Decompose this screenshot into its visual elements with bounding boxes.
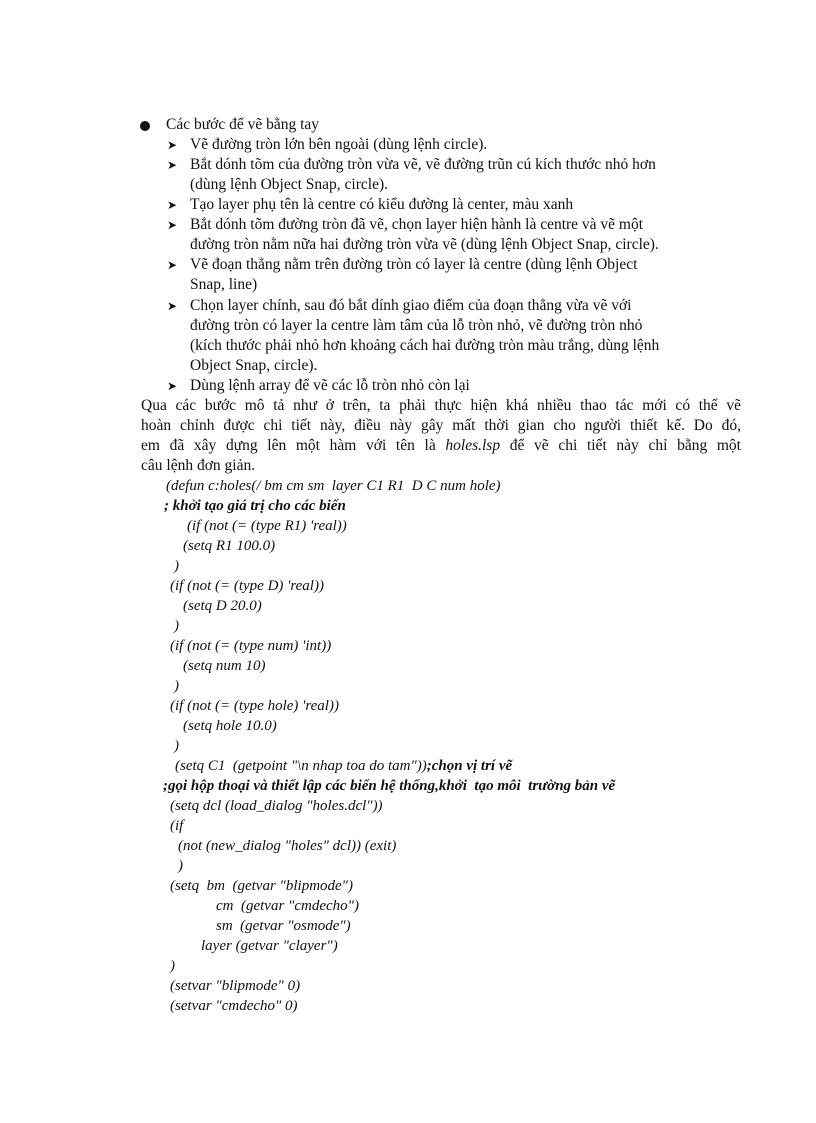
bullet-icon [140,121,150,131]
code-line: (if (not (= (type R1) 'real)) [187,518,347,534]
code-line: ) [174,738,179,754]
code-comment: ;chọn vị trí vẽ [426,758,513,774]
code-line: (setq R1 100.0) [183,538,276,554]
code-line: (setq bm (getvar "blipmode") [170,878,353,894]
code-line: (if (not (= (type num) 'int)) [170,638,332,654]
step-4-line-2: đường tròn nằm nữa hai đường tròn vừa vẽ (dùng lệnh Object Snap, circle). [190,236,659,253]
paragraph-text: em đã xây dựng lên một hàm với tên là [141,437,446,454]
arrow-bullet-icon: ➤ [167,158,178,172]
step-2-line-2: (dùng lệnh Object Snap, circle). [190,176,388,193]
step-3-line-1: Tạo layer phụ tên là centre có kiểu đường là center, màu xanh [190,196,574,213]
step-1-line-1: Vẽ đường tròn lớn bên ngoài (dùng lệnh circle). [190,136,488,153]
paragraph-text: để vẽ chi tiết này chỉ bằng một [500,437,741,454]
paragraph-line-3 [141,436,741,456]
code-comment-dialog: ;gọi hộp thoại và thiết lập các biến hệ thống,khởi tạo môi trường bản vẽ [163,778,616,794]
step-6-line-2: đường tròn có layer la centre làm tâm của lỗ tròn nhỏ, vẽ đường tròn nhỏ [190,317,643,334]
step-2-line-1: Bắt dónh tõm của đường tròn vừa vẽ, vẽ đường trũn cú kích thước nhỏ hơn [190,156,656,173]
code-line: ) [170,958,175,974]
code-line: (not (new_dialog "holes" dcl)) (exit) [178,838,397,854]
arrow-bullet-icon: ➤ [167,138,178,152]
code-line: (setvar "cmdecho" 0) [170,998,298,1014]
code-line: ) [174,618,179,634]
step-5-line-1: Vẽ đoạn thẳng nằm trên đường tròn có layer là centre (dùng lệnh Object [190,256,638,273]
bullet-heading: Các bước để vẽ bằng tay [166,116,320,133]
code-line: sm (getvar "osmode") [216,918,351,934]
step-7-line-1: Dùng lệnh array để vẽ các lỗ tròn nhỏ còn lại [190,377,470,394]
step-4-line-1: Bắt dónh tõm đường tròn đã vẽ, chọn layer hiện hành là centre và vẽ một [190,216,644,233]
code-comment-init: ; khởi tạo giá trị cho các biến [164,498,346,514]
code-line: layer (getvar "clayer") [201,938,338,954]
code-line: (setq dcl (load_dialog "holes.dcl")) [170,798,383,814]
code-line: (if [170,818,184,834]
code-line-getpoint [175,756,512,776]
code-line: ) [174,678,179,694]
arrow-bullet-icon: ➤ [167,198,178,212]
step-5-line-2: Snap, line) [190,276,258,293]
arrow-bullet-icon: ➤ [167,218,178,232]
paragraph-line-4: câu lệnh đơn giản. [141,457,256,474]
code-line: cm (getvar "cmdecho") [216,898,359,914]
paragraph-line-2: hoàn chỉnh được chi tiết này, điều này gây mất thời gian cho người thiết kế. Do đó, [141,417,741,434]
arrow-bullet-icon: ➤ [167,299,178,313]
step-6-line-3: (kích thước phải nhỏ hơn khoảng cách hai đường tròn màu trắng, dùng lệnh [190,337,660,354]
code-line: (setq num 10) [183,658,266,674]
code-line: (setq hole 10.0) [183,718,277,734]
code-line: (setvar "blipmode" 0) [170,978,301,994]
file-name: holes.lsp [445,437,501,454]
arrow-bullet-icon: ➤ [167,258,178,272]
code-line: (if (not (= (type D) 'real)) [170,578,324,594]
step-6-line-4: Object Snap, circle). [190,357,318,374]
paragraph-line-1: Qua các bước mô tả như ở trên, ta phải thực hiện khá nhiều thao tác mới có thể vẽ [141,397,741,414]
code-line: ) [178,858,183,874]
code-line: (if (not (= (type hole) 'real)) [170,698,339,714]
code-line: (setq D 20.0) [183,598,262,614]
step-6-line-1: Chọn layer chính, sau đó bắt dính giao điểm của đoạn thẳng vừa vẽ với [190,297,632,314]
code-line-defun: (defun c:holes(/ bm cm sm layer C1 R1 D C num hole) [166,478,501,494]
code-text: (setq C1 (getpoint "\n nhap toa do tam")) [175,758,427,774]
code-line: ) [174,558,179,574]
arrow-bullet-icon: ➤ [167,379,178,393]
